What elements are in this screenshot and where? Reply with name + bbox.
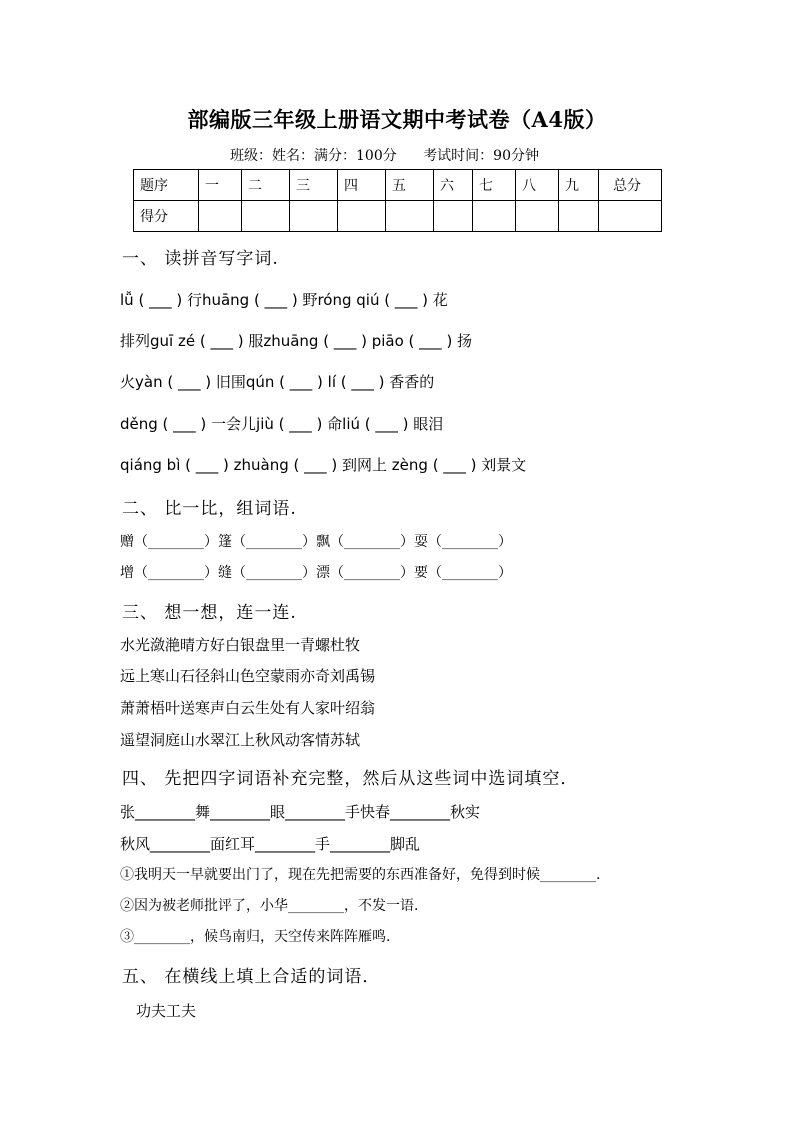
exam-time-label: 考试时间：90分钟	[423, 148, 540, 164]
fill-question: ③________，候鸟南归，天空传来阵阵雁鸣.	[120, 929, 391, 945]
score-cell[interactable]	[386, 201, 434, 232]
poem-line: 远上寒山石径斜山色空蒙雨亦奇刘禹锡	[120, 667, 376, 685]
pinyin-line: qiáng bì ( ___ ) zhuàng ( ___ ) 到网上 zèng ( ___ ) 刘景文	[120, 456, 527, 474]
exam-info	[230, 145, 561, 165]
section-4-heading: 四、 先把四字词语补充完整，然后从这些词中选词填空．	[122, 769, 579, 789]
word-compare-line: 增（________）缝（________）漂（________）要（________）	[120, 565, 512, 581]
score-cell[interactable]	[473, 201, 516, 232]
class-name-score-label: 班级：姓名：满分：100分	[230, 148, 397, 164]
score-header-cell: 六	[434, 170, 473, 201]
score-header-cell: 三	[290, 170, 338, 201]
pinyin-line: 火yàn ( ___ ) 旧围qún ( ___ ) lí ( ___ ) 香香的	[120, 373, 435, 391]
score-cell[interactable]	[559, 201, 599, 232]
score-header-cell: 七	[473, 170, 516, 201]
score-cell[interactable]	[599, 201, 662, 232]
section-3-heading: 三、 想一想，连一连.	[122, 603, 297, 623]
page-title: 部编版三年级上册语文期中考试卷（A4版）	[187, 107, 607, 132]
score-cell[interactable]	[516, 201, 559, 232]
score-header-cell: 八	[516, 170, 559, 201]
section-1-heading: 一、 读拼音写字词.	[122, 249, 279, 269]
score-header-cell: 题序	[134, 170, 199, 201]
poem-line: 萧萧梧叶送寒声白云生处有人家叶绍翁	[120, 699, 376, 717]
score-header-cell: 四	[338, 170, 386, 201]
score-header-cell: 一	[199, 170, 242, 201]
score-cell[interactable]	[338, 201, 386, 232]
score-header-cell: 总分	[599, 170, 662, 201]
word-compare-line: 赠（________）篷（________）飘（________）耍（________）	[120, 534, 512, 550]
section-2-heading: 二、 比一比，组词语.	[122, 499, 297, 519]
score-row-label: 得分	[134, 201, 199, 232]
score-header-cell: 九	[559, 170, 599, 201]
idiom-line: 张________舞________眼________手快春________秋实	[120, 803, 481, 821]
section-5-heading: 五、 在横线上填上合适的词语．	[122, 967, 381, 987]
score-header-cell: 二	[242, 170, 290, 201]
poem-line: 遥望洞庭山水翠江上秋风动客情苏轼	[120, 731, 361, 749]
fill-question: ②因为被老师批评了，小华________，不发一语.	[120, 898, 419, 914]
score-cell[interactable]	[242, 201, 290, 232]
pinyin-line: lǚ ( ___ ) 行huāng ( ___ ) 野róng qiú ( ___ ) 花	[120, 291, 448, 309]
poem-line: 水光潋滟晴方好白银盘里一青螺杜牧	[120, 636, 361, 654]
idiom-line: 秋风________面红耳________手________脚乱	[120, 835, 421, 853]
pinyin-line: 排列guī zé ( ___ ) 服zhuāng ( ___ ) piāo ( ___ ) 扬	[120, 332, 473, 350]
score-cell[interactable]	[434, 201, 473, 232]
word-pair-line: 功夫工夫	[136, 1002, 197, 1020]
score-cell[interactable]	[290, 201, 338, 232]
score-cell[interactable]	[199, 201, 242, 232]
pinyin-line: děng ( ___ ) 一会儿jiù ( ___ ) 命liú ( ___ ) 眼泪	[120, 415, 444, 433]
score-header-cell: 五	[386, 170, 434, 201]
fill-question: ①我明天一早就要出门了，现在先把需要的东西准备好，免得到时候________.	[120, 867, 601, 883]
score-table-score-row	[134, 201, 662, 232]
score-table	[133, 169, 662, 232]
score-table-header-row	[134, 170, 662, 201]
